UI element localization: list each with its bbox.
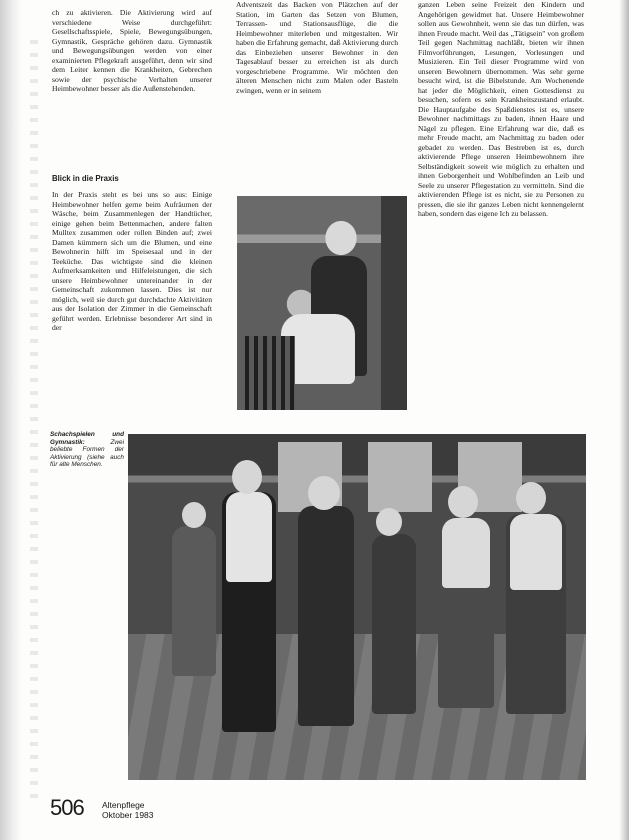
journal-info	[102, 800, 154, 820]
scan-binding-marks	[30, 40, 38, 800]
caption-text: Zwei beliebte Formen der Aktivierung (siehe auch für alte Menschen.	[50, 438, 124, 469]
column1-body-text: In der Praxis steht es bei uns so aus: Einige Heimbewohner helfen gerne beim Aufräumen der Wäsche, beim Zusammenlegen der Handtücher, einige gehen beim Bettenmachen, andere falten Mulltex zusammen oder rollen Binden auf; zwei Damen kümmern sich um die Blumen, und eine Bewohnerin hilft im Speisesaal und in der Teeküche. Das wichtigste sind die kleinen Aufmerksamkeiten und Hilfeleistungen, die sich unsere Heimbewohner untereinander in der Gemeinschaft zukommen lassen. Dies ist nur möglich, weil sie durch gut durchdachte Aktivitäten aus der Isolation der Zimmer in die Gemeinschaft geführt werden. Erlebnisse besonderer Art sind in der	[52, 190, 212, 332]
photo-wicker-chair	[245, 336, 295, 410]
section-heading: Blick in die Praxis	[52, 174, 119, 183]
photo-person-shirt	[442, 518, 490, 588]
journal-issue: Oktober 1983	[102, 810, 154, 820]
photo-caption	[50, 431, 124, 469]
scan-page-edge	[619, 0, 629, 840]
photo-person-shirt	[510, 514, 562, 590]
photo-person-head	[448, 486, 478, 518]
photo-person	[372, 534, 416, 714]
photo-person	[298, 506, 354, 726]
photo-window	[368, 442, 432, 512]
photo-person-head	[182, 502, 206, 528]
scan-binding-shadow	[0, 0, 22, 840]
photo-person	[172, 526, 216, 676]
photo-person-head	[376, 508, 402, 536]
photo-chess-players	[237, 196, 407, 410]
caption-lead: Schachspielen und Gymnastik:	[50, 431, 124, 446]
photo-person-head	[308, 476, 340, 510]
column2-top-text: Adventszeit das Backen von Plätzchen auf der Station, im Garten das Setzen von Blumen, Terrassen- und Stationsausflüge, die die Heimbewohner miterleben und mitgestalten. Wir haben die Erfahrung gemacht, daß Aktivierung durch das Einbeziehen unserer Bewohner in den Tagesablauf besser zu erreichen ist als durch vorgeschriebene Programme. Wir möchten den älteren Menschen nicht zum Malen oder Basteln zwingen, wenn er in seinem	[236, 0, 398, 95]
photo-person-head	[232, 460, 262, 494]
photo-gymnastics-group	[128, 434, 586, 780]
column3-text: ganzen Leben seine Freizeit den Kindern und Angehörigen gewidmet hat. Unsere Heimbewohner sollen aus Gewohnheit, wenn sie das tun dürfen, was ihnen Freude macht. Weil das „Tätigsein" von großem Teil gegen Nachmittag nachläßt, bieten wir ihnen Filmvorführungen, Lesungen, Vorlesungen und Musizieren. Ein Teil dieser Programme wird von unseren Bewohnern übernommen. Was sehr gerne besucht wird, ist die Bibelstunde. Am Wochenende hat jeder die Möglichkeit, einen Gottesdienst zu besuchen, sofern es sein Krankheitszustand erlaubt. Die Hauptaufgabe des Spaßdienstes ist es, unsere Bewohner nachmittags zu baden, ihnen Haare und Nägel zu pflegen. Eine Erfahrung war die, daß es mehr Freude macht, am Nachmittag zu baden oder gebadet zu werden. Das Bestreben ist es, durch aktivierende Pflege unseren Heimbewohnern ihre Selbständigkeit soweit wie möglich zu erhalten und ihnen Geborgenheit und Wohlbefinden an Leib und Seele zu unserer Pflegestation zu vermitteln. Sind die aktivierenden Pflege ist es nicht, sie zu Personen zu pressen, die sie ihr ganzes Leben nicht kennengelernt haben, sondern das eigene Ich zu belassen.	[418, 0, 584, 218]
page-number: 506	[50, 795, 84, 820]
journal-name: Altenpflege	[102, 800, 145, 810]
photo-person-head	[516, 482, 546, 514]
photo-person-shirt	[226, 492, 272, 582]
photo-door	[381, 196, 407, 410]
column1-top-text: ch zu aktivieren. Die Aktivierung wird auf verschiedene Weise durchgeführt: Gesellschaftsspiele, Spiele, Bewegungsübungen, Gymnastik, Gespräche gehören dazu. Gymnastik und Bewegungsübungen werden von einer examinierten Pflegekraft ausgeführt, denn wir sind dem Leiter kennen die Krankheiten, Gebrechen sowie der psychische Verhalten unserer Heimbewohner besser als die Außenstehenden.	[52, 8, 212, 93]
